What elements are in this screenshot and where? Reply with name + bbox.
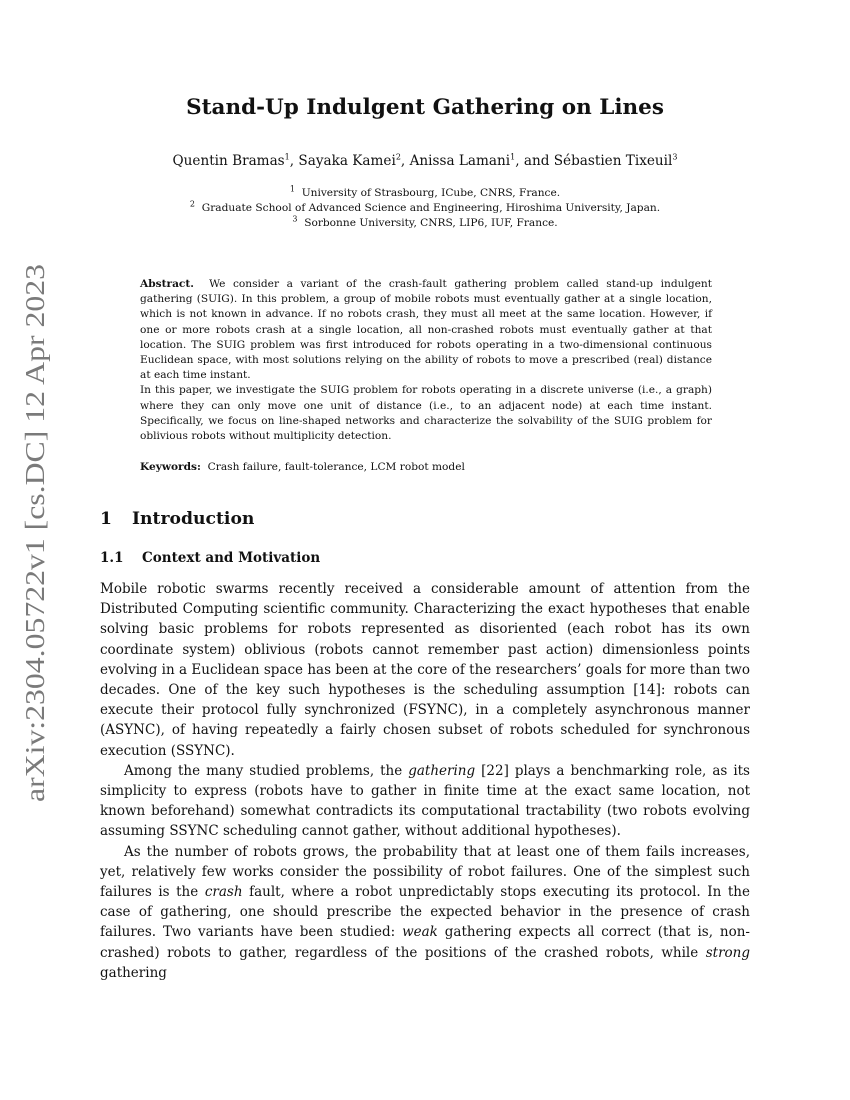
abstract-paragraph: In this paper, we investigate the SUIG problem for robots operating in a discrete universe (i.e., a graph) where they can only move one unit of distance (i.e., to an adjacent node) at each time instant. Specifically, we focus on line-shaped networks and characterize the solvability of the SUIG problem for oblivious robots without multiplicity detection. <box>140 384 712 443</box>
keywords-label: Keywords: <box>140 461 201 473</box>
affiliation-text: Sorbonne University, CNRS, LIP6, IUF, France. <box>304 217 558 229</box>
author-name: Sébastien Tixeuil <box>553 153 673 169</box>
text-run: [22] plays a benchmarking role, as its simplicity to express (robots have to gather in finite time at the exact same location, not known beforehand) somewhat contradicts its computational tractability (two robots evolving assuming SSYNC scheduling cannot gather, without additional hypotheses). <box>100 762 750 840</box>
section-number: 1 <box>100 509 112 529</box>
body-paragraph <box>100 761 750 842</box>
body-text <box>100 579 750 983</box>
abstract <box>140 277 712 444</box>
text-run: fault, where a robot unpredictably stops executing its protocol. In the case of gathering, one should prescribe the expected behavior in the presence of crash failures. Two variants have been studied: <box>100 884 750 941</box>
author-separator: , <box>400 153 410 169</box>
section-heading <box>100 509 254 529</box>
arxiv-identifier <box>4 262 56 802</box>
paper-title: Stand-Up Indulgent Gathering on Lines <box>186 95 664 120</box>
affiliation-list <box>100 186 750 231</box>
author-affiliation-mark: 1 <box>510 152 516 162</box>
keywords <box>140 461 712 473</box>
text-run: gathering <box>100 964 167 981</box>
author-separator: , <box>289 153 299 169</box>
affiliation <box>100 216 750 231</box>
arxiv-id-text: arXiv:2304.05722v1 [cs.DC] 12 Apr 2023 <box>20 344 50 802</box>
body-paragraph: Mobile robotic swarms recently received a considerable amount of attention from the Distributed Computing scientific community. Characterizing the exact hypotheses that enable solving basic problems for robots represented as disoriented (each robot has its own coordinate system) oblivious (robots cannot remember past action) dimensionless points evolving in a Euclidean space has been at the core of the researchers’ goals for more than two decades. One of the key such hypotheses is the scheduling assumption [14]: robots can execute their protocol fully synchronized (FSYNC), in a completely asynchronous manner (ASYNC), of having repeatedly a fairly chosen subset of robots scheduled for synchronous execution (SSYNC). <box>100 581 750 759</box>
author-name: Sayaka Kamei <box>298 153 396 169</box>
subsection-heading <box>100 550 320 566</box>
author-affiliation-mark: 1 <box>284 152 290 162</box>
affiliation-number: 3 <box>292 214 298 224</box>
abstract-paragraph: We consider a variant of the crash-fault gathering problem called stand-up indulgent gathering (SUIG). In this problem, a group of mobile robots must eventually gather at a single location, which is not known in advance. If no robots crash, they must all meet at the same location. However, if one or more robots crash at a single location, all non-crashed robots must eventually gather at that location. The SUIG problem was first introduced for robots operating in a two-dimensional continuous Euclidean space, with most solutions relying on the ability of robots to move a prescribed (real) distance at each time instant. <box>140 278 712 382</box>
affiliation <box>100 186 750 201</box>
section-title: Introduction <box>132 509 255 529</box>
text-run: gathering expects all correct (that is, non-crashed) robots to gather, regardless of the positions of the crashed robots, while <box>100 924 750 961</box>
emphasis: strong <box>705 944 750 961</box>
subsection-title: Context and Motivation <box>142 550 321 566</box>
emphasis: crash <box>204 884 243 901</box>
keywords-text: Crash failure, fault-tolerance, LCM robot model <box>207 461 465 473</box>
author-name: Anissa Lamani <box>409 153 511 169</box>
text-run: As the number of robots grows, the probability that at least one of them fails increases, yet, relatively few works consider the possibility of robot failures. One of the simplest such failures is the <box>100 843 750 901</box>
author-list <box>100 153 750 169</box>
affiliation <box>100 201 750 216</box>
subsection-number: 1.1 <box>100 550 124 566</box>
emphasis: gathering <box>408 762 476 779</box>
affiliation-number: 1 <box>289 184 295 194</box>
body-paragraph <box>100 842 750 983</box>
text-run: Among the many studied problems, the <box>124 762 409 779</box>
affiliation-text: University of Strasbourg, ICube, CNRS, France. <box>301 187 561 199</box>
author-separator: , and <box>515 153 554 169</box>
affiliation-number: 2 <box>189 199 196 209</box>
emphasis: weak <box>402 924 438 941</box>
author-name: Quentin Bramas <box>172 153 285 169</box>
affiliation-text: Graduate School of Advanced Science and Engineering, Hiroshima University, Japan. <box>201 202 661 214</box>
author-affiliation-mark: 2 <box>395 152 401 162</box>
abstract-label: Abstract. <box>140 278 194 290</box>
author-affiliation-mark: 3 <box>672 152 678 162</box>
